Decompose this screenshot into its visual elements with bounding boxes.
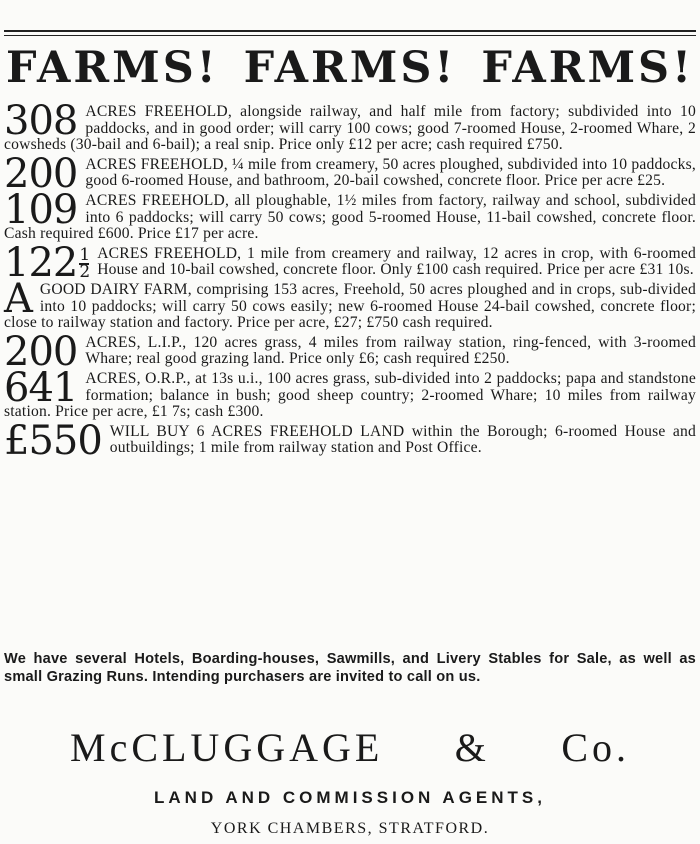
listing-lead-fraction [79, 244, 90, 282]
headline-word: FARMS! [481, 43, 694, 93]
firm-subtitle: LAND AND COMMISSION AGENTS, [154, 788, 546, 807]
listing-lead: 308 [4, 98, 78, 144]
firm-name-amp: & [454, 725, 490, 770]
listing-text: WILL BUY 6 ACRES FREEHOLD LAND within the Borough; 6-roomed House and outbuildings; 1 mile from railway station and Post Office. [109, 422, 696, 457]
firm-name-left: McCLUGGAGE [70, 725, 384, 770]
listing-text: ACRES, O.R.P., at 13s u.i., 100 acres grass, sub-divided into 2 paddocks; papa and standstone formation; balance in bush; good sheep country; 2-roomed Whare; 10 miles from railway station. Price per acre, £1 7s; cash £300. [4, 369, 696, 421]
firm-name [0, 722, 700, 774]
notice-text: We have several Hotels, Boarding-houses, Sawmills, and Livery Stables for Sale, as well as small Grazing Runs. Intending purchasers are invited to call on us. [4, 651, 696, 685]
fraction-denominator: 2 [79, 261, 90, 282]
listing-lead: 109 [4, 186, 78, 233]
top-rule [4, 30, 696, 36]
listing-text: ACRES FREEHOLD, 1 mile from creamery and railway, 12 acres in crop, with 6-roomed House and 10-bail cowshed, concrete floor. Only £100 cash required. Price per acre £31 10s. [97, 244, 696, 279]
listing-lead: A [4, 275, 32, 322]
listing [4, 417, 696, 464]
listing-lead: 200 [4, 328, 78, 375]
headline [0, 42, 700, 94]
listing-text: ACRES FREEHOLD, all ploughable, 1½ miles from factory, railway and school, subdivided into 6 paddocks; will carry 50 cows; good 5-roomed House, 11-bail cowshed, concrete floor. Cash required £600. Price £17 per acre. [4, 191, 696, 243]
listing [4, 328, 696, 375]
fraction-numerator: 1 [79, 244, 90, 265]
listing-lead: £550 [4, 417, 102, 464]
listing-lead: 641 [4, 364, 78, 411]
headline-word: FARMS! [243, 43, 457, 93]
listing [4, 364, 696, 421]
listing [4, 150, 696, 197]
listing [4, 186, 696, 243]
firm-name-right: Co. [561, 725, 630, 770]
listing-lead [4, 239, 90, 286]
headline-word: FARMS! [6, 43, 219, 93]
listing [4, 239, 696, 286]
listings [4, 98, 696, 464]
listing [4, 275, 696, 332]
listing-text: ACRES FREEHOLD, ¼ mile from creamery, 50 acres ploughed, subdivided into 10 paddocks, good 6-roomed House, and bathroom, 20-bail cowshed, concrete floor. Price per acre £25. [85, 155, 696, 190]
listing-text: ACRES, L.I.P., 120 acres grass, 4 miles from railway station, ring-fenced, with 3-roomed Whare; real good grazing land. Price only £6; cash required £250. [85, 333, 696, 368]
firm-address: YORK CHAMBERS, STRATFORD. [210, 820, 490, 837]
listing-text: ACRES FREEHOLD, alongside railway, and half mile from factory; subdivided into 10 paddocks, and in good order; will carry 100 cows; good 7-roomed House, 2-roomed Whare, 2 cowsheds (30-bail and 6-bail); a real snip. Price only £12 per acre; cash required £750. [4, 103, 696, 154]
listing [4, 98, 696, 154]
listing-text: GOOD DAIRY FARM, comprising 153 acres, Freehold, 50 acres ploughed and in crops, sub-divided into 10 paddocks; will carry 50 cows easily; new 6-roomed House 24-bail cowshed, concrete floor; close to railway station and factory. Price per acre, £27; £750 cash required. [4, 280, 696, 332]
listing-lead-number: 122 [4, 239, 78, 286]
listing-lead: 200 [4, 150, 78, 197]
